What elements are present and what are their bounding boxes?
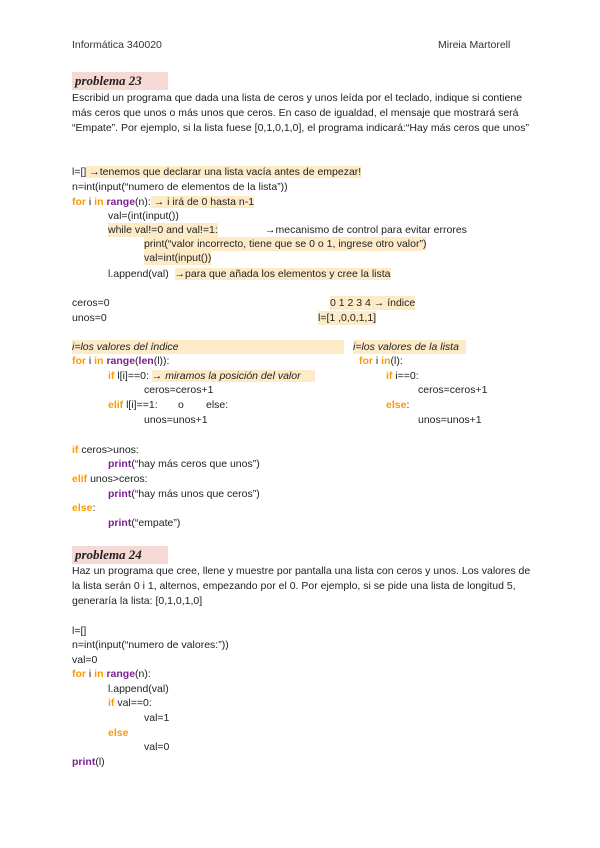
code-text: (“hay más ceros que unos”)	[131, 458, 260, 470]
code-text: i	[86, 668, 95, 680]
keyword: for	[72, 668, 86, 680]
code-line: l.append(val)	[108, 683, 169, 695]
keyword: for	[72, 196, 86, 208]
code-line	[108, 267, 391, 281]
code-text: i	[86, 196, 95, 208]
keyword: elif	[108, 399, 124, 411]
keyword: if	[108, 370, 115, 382]
builtin: range	[106, 355, 136, 367]
code-line	[72, 755, 105, 769]
problem-24-statement: Haz un programa que cree, llene y muestre por pantalla una lista con ceros y unos. Los valores de la lista serán 0 i 1, alternos, empezando por el 0. Por ejemplo, si se pide una lista de longitud 5, generaría la lista: [0,1,0,1,0]	[72, 565, 531, 607]
option-2-title: i=los valores de la lista	[353, 340, 466, 354]
code-line	[72, 667, 151, 681]
code-line: unos=0	[72, 312, 107, 324]
code-line	[72, 472, 148, 486]
keyword: else	[108, 727, 129, 739]
code-line	[386, 398, 409, 412]
annotation: →mecanismo de control para evitar errores	[265, 224, 467, 236]
code-text: (n):	[135, 196, 151, 208]
builtin: range	[106, 196, 136, 208]
code-line: val=(int(input())	[108, 210, 179, 222]
keyword: in	[94, 668, 104, 680]
code-line	[386, 369, 419, 383]
code-line: val=0	[144, 741, 170, 753]
builtin: print	[108, 517, 132, 529]
code-line	[108, 369, 315, 383]
or-label: o	[178, 399, 184, 411]
code-line: else:	[206, 399, 229, 411]
keyword: in	[94, 196, 104, 208]
code-line: ceros=ceros+1	[144, 384, 214, 396]
code-text: (l)	[95, 756, 105, 768]
code-text: l=[]	[72, 166, 87, 178]
code-line	[108, 457, 260, 471]
builtin: print	[108, 458, 132, 470]
code-line	[359, 354, 403, 368]
code-text: ceros>unos:	[78, 444, 139, 456]
code-line: ceros=ceros+1	[418, 384, 488, 396]
code-line: n=int(input(“numero de elementos de la lista”))	[72, 181, 288, 193]
builtin: print	[72, 756, 96, 768]
code-line	[108, 398, 158, 412]
keyword: else	[386, 399, 407, 411]
code-line: while val!=0 and val!=1:	[108, 224, 218, 236]
annotation: →para que añada los elementos y cree la lista	[174, 268, 391, 280]
code-text: (n):	[135, 668, 151, 680]
code-line	[72, 195, 254, 209]
code-text: :	[406, 399, 410, 411]
keyword: if	[72, 444, 79, 456]
code-line: print(“valor incorrecto, tiene que se 0 o 1, ingrese otro valor”)	[144, 238, 427, 250]
code-line	[72, 354, 169, 368]
code-line	[72, 443, 139, 457]
code-line: l=[]	[72, 625, 87, 637]
problem-23-title: problema 23	[72, 72, 168, 90]
code-line	[108, 487, 260, 501]
code-text: l.append(val)	[108, 268, 169, 280]
code-text: unos>ceros:	[87, 473, 148, 485]
keyword: for	[72, 355, 86, 367]
option-1-title: i=los valores del índice	[72, 340, 344, 354]
header-course: Informática 340020	[72, 39, 162, 51]
keyword: in	[94, 355, 104, 367]
annotation: → i irá de 0 hasta n-1	[150, 196, 255, 208]
code-line: unos=unos+1	[144, 414, 208, 426]
problem-24-title: problema 24	[72, 546, 168, 564]
keyword: elif	[72, 473, 88, 485]
code-line: ceros=0	[72, 297, 110, 309]
code-text: l[i]==0:	[114, 370, 149, 382]
list-example: l=[1 ,0,0,1,1]	[318, 312, 377, 324]
code-text: (“empate”)	[131, 517, 181, 529]
code-text: (	[135, 355, 139, 367]
code-line: val=1	[144, 712, 170, 724]
code-text: l[i]==1:	[123, 399, 158, 411]
annotation: → miramos la posición del valor	[152, 370, 315, 382]
keyword: in	[381, 355, 391, 367]
code-text: :	[92, 502, 96, 514]
code-line: unos=unos+1	[418, 414, 482, 426]
problem-23-statement: Escribid un programa que dada una lista de ceros y unos leída por el teclado, indique si contiene más ceros que unos o más unos que ceros. En caso de igualdad, el mensaje que mostrará será “Empate”. Por ejemplo, si la lista fuese [0,1,0,1,0], el programa indicará:“Hay más ceros que unos”	[72, 92, 529, 134]
index-row: 0 1 2 3 4 → índice	[330, 297, 416, 309]
keyword: if	[386, 370, 393, 382]
code-line: val=int(input())	[144, 252, 212, 264]
code-line	[108, 696, 152, 710]
code-text: (“hay más unos que ceros”)	[131, 488, 260, 500]
keyword: if	[108, 697, 115, 709]
code-text: (l)):	[153, 355, 170, 367]
builtin: len	[138, 355, 154, 367]
keyword: else	[72, 502, 93, 514]
keyword: for	[359, 355, 373, 367]
builtin: range	[106, 668, 136, 680]
annotation: →tenemos que declarar una lista vacía antes de empezar!	[86, 166, 362, 178]
code-line	[72, 165, 361, 179]
header-author: Mireia Martorell	[438, 39, 511, 51]
code-text: i	[86, 355, 95, 367]
code-text: i	[373, 355, 382, 367]
code-line: n=int(input(“numero de valores:”))	[72, 639, 229, 651]
code-text: (l):	[390, 355, 403, 367]
builtin: print	[108, 488, 132, 500]
code-text: val==0:	[114, 697, 152, 709]
code-text: i==0:	[392, 370, 419, 382]
code-line	[108, 516, 180, 530]
code-line	[72, 501, 95, 515]
code-line: val=0	[72, 654, 98, 666]
